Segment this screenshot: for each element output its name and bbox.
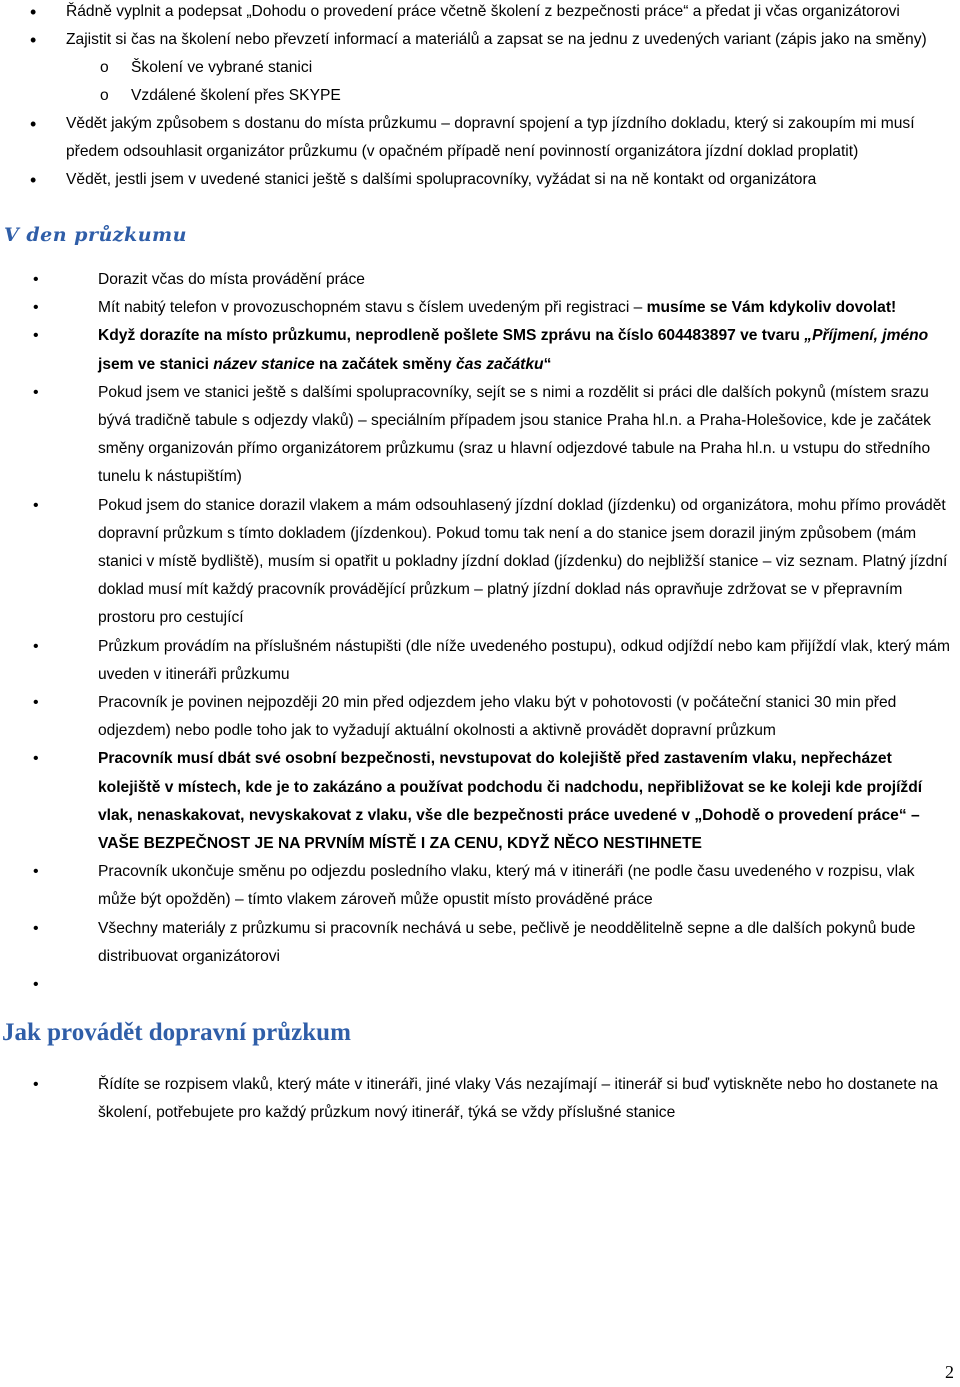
list-item: • Pracovník ukončuje směnu po odjezdu posledního vlaku, který má v itineráři (ne podle času uvedeného v rozpisu, vlak může být opožděn) – tímto vlakem zároveň může opustit místo prováděné práce [0,858,960,914]
survey-day-list [0,266,960,999]
list-item: • Vědět, jestli jsem v uvedené stanici ještě s dalšími spolupracovníky, vyžádat si na ně kontakt od organizátora [0,166,960,194]
sms-station-field: název stanice [213,355,315,373]
list-item: • Řídíte se rozpisem vlaků, který máte v itineráři, jiné vlaky Vás nezajímají – itinerář si buď vytiskněte nebo ho dostanete na školení, potřebujete pro každý průzkum nový itinerář, týká se vždy příslušné stanice [0,1071,960,1127]
list-item [0,322,960,378]
list-item: • Všechny materiály z průzkumu si pracovník nechává u sebe, pečlivě je neoddělitelně sepne a dle dalších pokynů bude distribuovat organizátorovi [0,915,960,971]
sub-list-item: o Školení ve vybrané stanici [0,54,960,82]
empty-list-item [0,971,960,999]
list-item: • Řádně vyplnit a podepsat „Dohodu o provedení práce včetně školení z bezpečnosti práce“ a předat ji včas organizátorovi [0,0,960,26]
list-item: • Vědět jakým způsobem s dostanu do místa průzkumu – dopravní spojení a typ jízdního dokladu, který si zakoupím mi musí předem odsouhlasit organizátor průzkumu (v opačném případě není povinností organizátora jízdní doklad proplatit) [0,110,960,166]
section-heading: V den průzkumu [4,224,187,246]
page-number: 2 [945,1362,954,1382]
list-item: • Dorazit včas do místa provádění práce [0,266,960,294]
sms-text: jsem ve stanici [98,355,214,373]
safety-text: Pracovník musí dbát své osobní bezpečnosti, nevstupovat do kolejiště před zastavením vlaku, nepřecházet kolejiště v místech, kde je to zakázáno a používat podchodu či nadchodu, nepřibližovat se ke koleji kde projíždí vlak, nenaskakovat, nevyskakovat z vlaku, vše dle bezpečnosti práce uvedené v „Dohodě o provedení práce“ – [98,750,923,824]
list-item-text: Mít nabitý telefon v provozuschopném stavu s číslem uvedeným při registraci – [98,299,647,317]
sms-instruction [98,327,928,372]
list-item [0,294,960,322]
survey-method-list [0,1071,960,1127]
list-item: • Pokud jsem ve stanici ještě s dalšími spolupracovníky, sejít se s nimi a rozdělit si práci dle dalších pokynů (místem srazu bývá tradičně tabule s odjezdy vlaků) – speciálním případem jsou stanice Praha hl.n. a Praha-Holešovice, kde je začátek směny organizován přímo organizátorem průzkumu (sraz u hlavní odjezdové tabule na Praha hl.n. u vstupu do středního tunelu k nástupištím) [0,379,960,492]
list-item: • Průzkum provádím na příslušném nástupišti (dle níže uvedeného postupu), odkud odjíždí nebo kam přijíždí vlak, který mám uveden v itineráři průzkumu [0,633,960,689]
preparation-list-cont [0,110,960,194]
list-item: • Pokud jsem do stanice dorazil vlakem a mám odsouhlasený jízdní doklad (jízdenku) od organizátora, mohu přímo provádět dopravní průzkum s tímto dokladem (jízdenkou). Pokud tomu tak není a do stanice jsem dorazil jiným způsobem (mám stanici v místě bydliště), musím si opatřit u pokladny jízdní doklad (jízdenku) do nejbližší stanice – viz seznam. Platný jízdní doklad musí mít každý pracovník provádějící průzkum – platný jízdní doklad nás opravňuje zdržovat se v přepravním prostoru pro cestující [0,492,960,633]
sms-text: Když dorazíte na místo průzkumu, neprodleně pošlete SMS zprávu na číslo 604483897 ve tvaru [98,327,805,345]
training-options-list [0,54,960,110]
sms-text: na začátek směny [314,355,457,373]
sms-name-field: „Příjmení, jméno [804,327,929,345]
list-item: • Pracovník je povinen nejpozději 20 min před odjezdem jeho vlaku být v pohotovosti (v počáteční stanici 30 min před odjezdem) nebo podle toho jak to vyžadují aktuální okolnosti a aktivně provádět dopravní průzkum [0,689,960,745]
safety-warning: VAŠE BEZPEČNOST JE NA PRVNÍM MÍSTĚ I ZA CENU, KDYŽ NĚCO NESTIHNETE [98,835,702,853]
sub-list-item: o Vzdálené školení přes SKYPE [0,82,960,110]
emphasis-text: musíme se Vám kdykoliv dovolat! [646,299,897,317]
preparation-list [0,0,960,54]
list-item [0,745,960,858]
safety-instruction [98,750,922,852]
section-heading: Jak provádět dopravní průzkum [2,1019,351,1047]
sms-time-field: čas začátku [456,355,544,373]
sms-text: “ [543,355,552,373]
list-item: • Zajistit si čas na školení nebo převzetí informací a materiálů a zapsat se na jednu z uvedených variant (zápis jako na směny) [0,26,960,54]
